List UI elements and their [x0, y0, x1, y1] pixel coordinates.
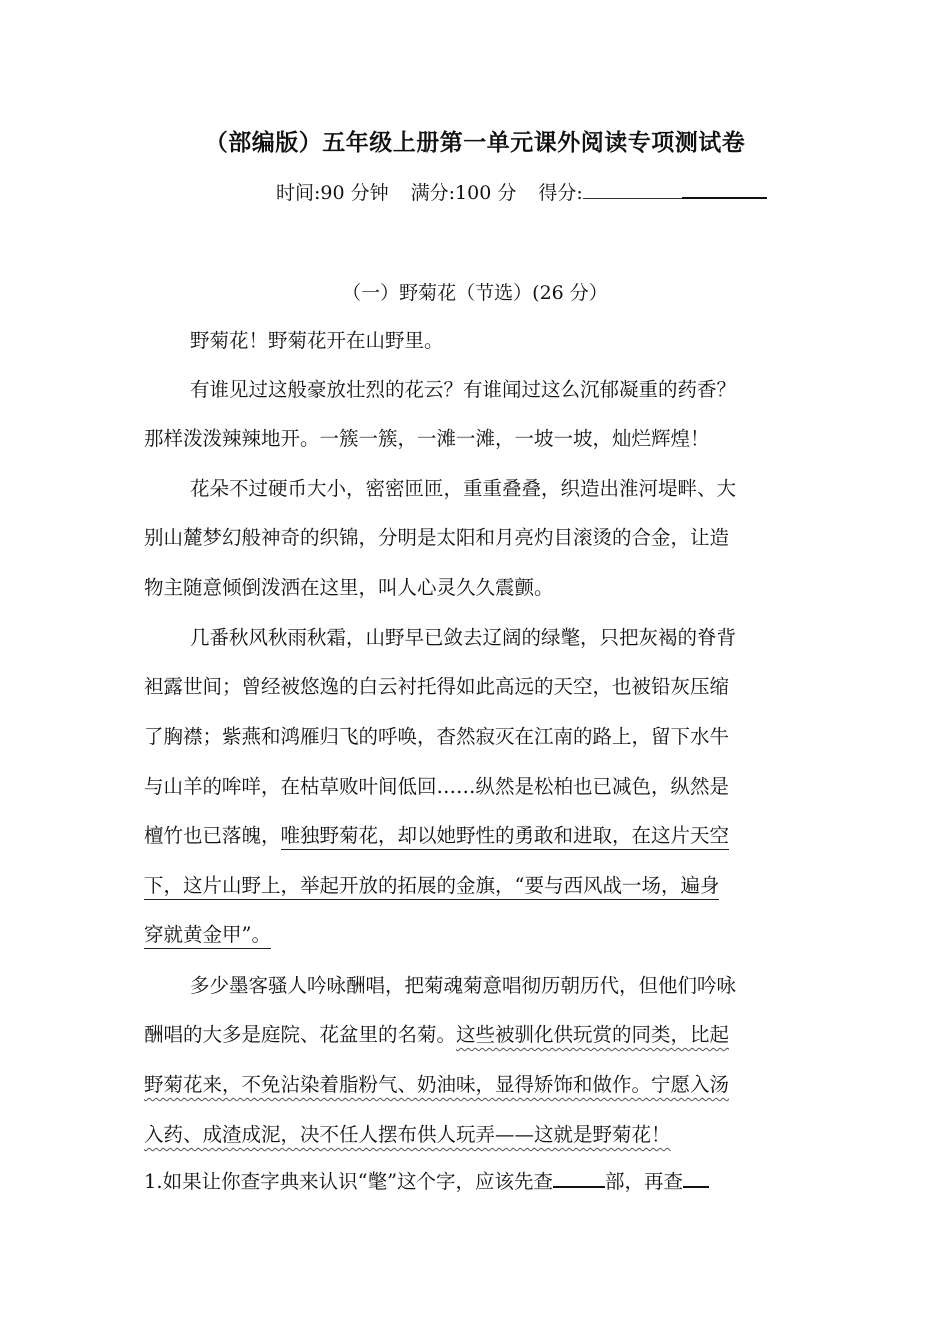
answer-blank[interactable]	[683, 1166, 709, 1188]
score-blank[interactable]	[583, 180, 767, 199]
passage-line	[144, 1120, 814, 1150]
passage-line: 有谁见过这般豪放壮烈的花云？有谁闻过这么沉郁凝重的药香？	[190, 378, 737, 401]
time-info: 时间:90 分钟	[276, 182, 389, 204]
page-title: （部编版）五年级上册第一单元课外阅读专项测试卷	[204, 129, 746, 156]
passage-line: 袒露世间；曾经被悠逸的白云衬托得如此高远的天空，也被铅灰压缩	[144, 675, 730, 698]
question-text: 部，再查	[605, 1170, 684, 1193]
passage-text: 酬唱的大多是庭院、花盆里的名菊。	[144, 1023, 457, 1046]
underlined-text: 穿就黄金甲”。	[144, 923, 271, 949]
question-1	[144, 1166, 814, 1196]
passage-line: 了胸襟；紫燕和鸿雁归飞的呼唤，杳然寂灭在江南的路上，留下水牛	[144, 725, 730, 748]
passage-text: 檀竹也已落魄，	[144, 824, 281, 847]
passage-line: 别山麓梦幻般神奇的织锦，分明是太阳和月亮灼目滚烫的合金，让造	[144, 526, 730, 549]
underlined-text: 下，这片山野上，举起开放的拓展的金旗，“要与西风战一场，遍身	[144, 874, 719, 900]
answer-blank[interactable]	[553, 1166, 605, 1188]
passage-line	[144, 1070, 814, 1100]
wavy-underlined-text: 这些被驯化供玩赏的同类，比起	[456, 1023, 730, 1046]
passage-line: 多少墨客骚人吟咏酬唱，把菊魂菊意唱彻历朝历代，但他们吟咏	[190, 974, 737, 997]
section-title: （一）野菊花（节选）(26 分）	[342, 282, 608, 304]
score-label: 得分:	[538, 182, 583, 204]
passage-line: 花朵不过硬币大小，密密匝匝，重重叠叠，织造出淮河堤畔、大	[190, 477, 737, 500]
passage-line: 那样泼泼辣辣地开。一簇一簇，一滩一滩，一坡一坡，灿烂辉煌！	[144, 427, 710, 450]
passage-line: 野菊花！野菊花开在山野里。	[190, 329, 444, 352]
passage-line: 几番秋风秋雨秋霜，山野早已敛去辽阔的绿氅，只把灰褐的脊背	[190, 626, 737, 649]
passage-line	[144, 871, 814, 901]
passage-line	[144, 1020, 814, 1050]
exam-meta	[276, 178, 767, 205]
underlined-text: 唯独野菊花，却以她野性的勇敢和进取，在这片天空	[281, 824, 730, 850]
question-text: 1.如果让你查字典来认识“氅”这个字，应该先查	[144, 1170, 554, 1193]
passage-line: 物主随意倾倒泼洒在这里，叫人心灵久久震颤。	[144, 576, 554, 599]
wavy-underlined-text: 入药、成渣成泥，决不任人摆布供人玩弄——这就是野菊花！	[144, 1123, 671, 1146]
passage-line	[144, 920, 814, 950]
full-score-info: 满分:100 分	[410, 182, 517, 204]
passage-line	[144, 821, 814, 851]
wavy-underlined-text: 野菊花来，不免沾染着脂粉气、奶油味，显得矫饰和做作。宁愿入汤	[144, 1073, 730, 1096]
passage-line: 与山羊的哞咩，在枯草败叶间低回……纵然是松柏也已减色，纵然是	[144, 775, 730, 798]
